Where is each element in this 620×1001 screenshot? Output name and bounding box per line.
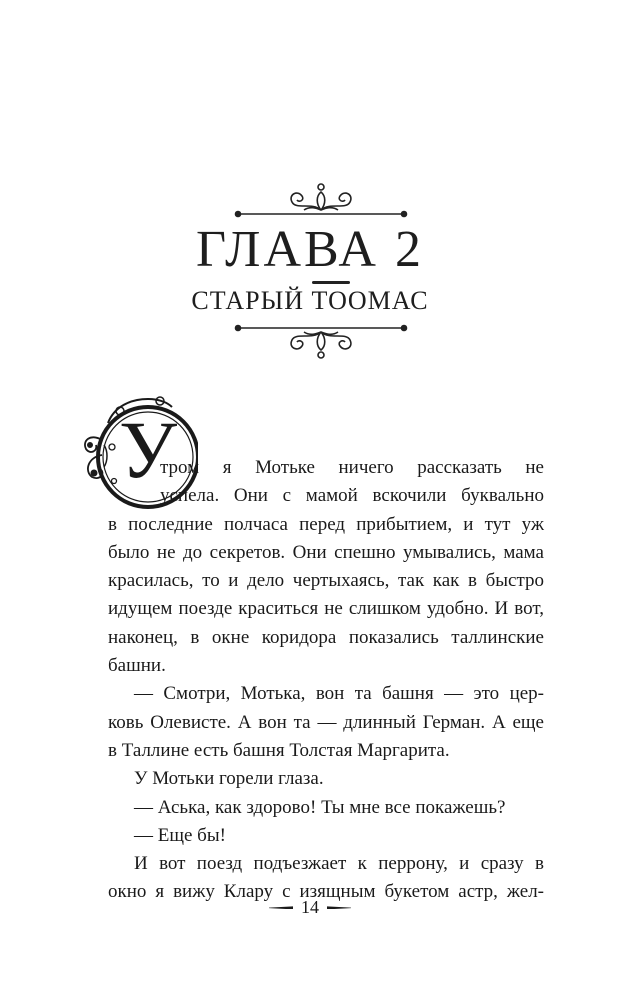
text-line: было не до секретов. Они спешно умывались, мама — [108, 541, 544, 563]
text-line: успела. Они с мамой вскочили буквально — [160, 485, 544, 507]
flourish-ornament-bottom-icon — [232, 318, 410, 362]
dropcap-letter: У — [118, 404, 178, 495]
text-line: в последние полчаса перед прибытием, и тут уж — [108, 513, 544, 535]
text-line: ковь Олевисте. А вон та — длинный Герман. А еще — [108, 711, 544, 733]
text-line: — Аська, как здорово! Ты мне все покажешь? — [134, 796, 506, 818]
body-text — [108, 454, 544, 907]
text-line: И вот поезд подъезжает к перрону, и сразу в — [134, 853, 544, 875]
title-divider — [312, 281, 350, 284]
text-line: наконец, в окне коридора показались таллинские — [108, 626, 544, 648]
text-line: тром я Мотьке ничего рассказать не — [160, 457, 544, 478]
text-line: красилась, то и дело чертыхаясь, так как в быстро — [108, 570, 544, 592]
flourish-ornament-top-icon — [232, 180, 410, 224]
text-line: — Смотри, Мотька, вон та башня — это цер- — [134, 683, 544, 705]
page-dash-left-icon — [269, 906, 293, 909]
chapter-subtitle: СТАРЫЙ ТООМАС — [191, 286, 429, 315]
text-line: окно я вижу Клару с изящным букетом астр, жел- — [108, 881, 544, 903]
chapter-title: ГЛАВА 2 — [196, 221, 424, 278]
text-line: башни. — [108, 655, 166, 677]
text-line: в Таллине есть башня Толстая Маргарита. — [108, 739, 450, 761]
page-number-value: 14 — [301, 897, 319, 917]
text-line: идущем поезде краситься не слишком удобно. И вот, — [108, 598, 544, 620]
text-line: — Еще бы! — [134, 824, 226, 846]
page-number — [0, 896, 620, 918]
text-line: У Мотьки горели глаза. — [134, 768, 324, 790]
page-dash-right-icon — [327, 906, 351, 909]
